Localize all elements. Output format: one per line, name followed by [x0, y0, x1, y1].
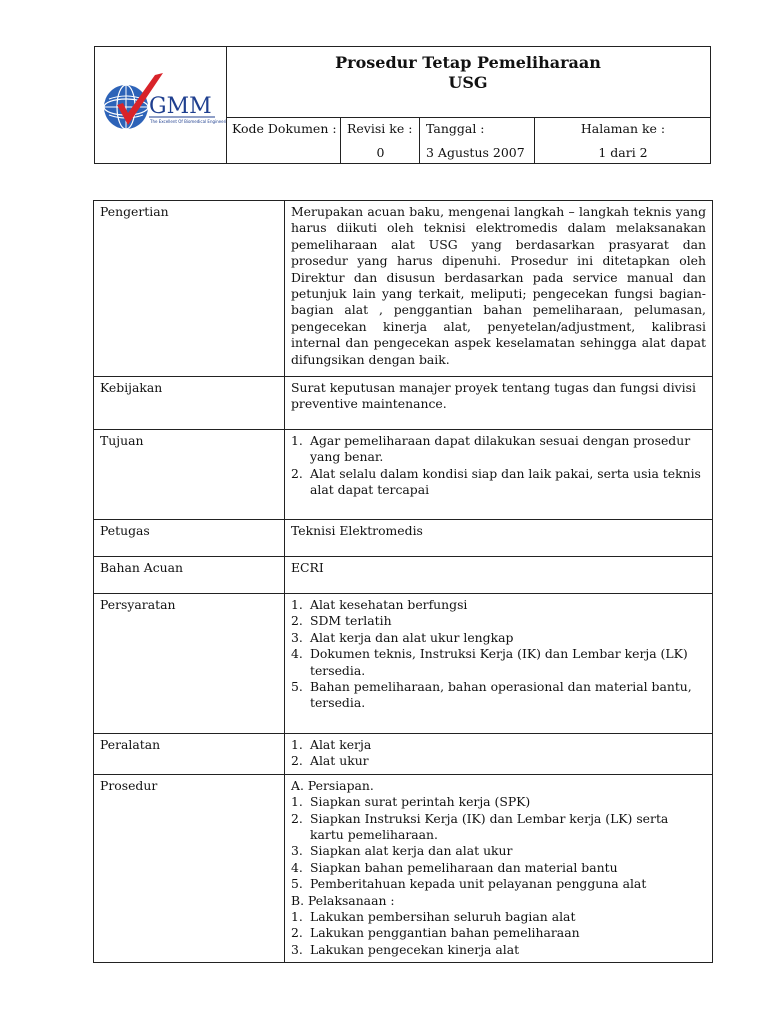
document-subtitle: USG — [448, 73, 488, 92]
persyaratan-list — [291, 597, 706, 712]
persiapan-list — [291, 794, 706, 892]
kode-dokumen-cell — [226, 117, 341, 163]
list-item: 5. Pemberitahuan kepada unit pelayanan pengguna alat — [291, 876, 647, 892]
section-b-heading: B. Pelaksanaan : — [291, 892, 395, 908]
document-header — [94, 46, 711, 164]
row-persyaratan — [94, 594, 713, 734]
persyaratan-cell — [285, 594, 713, 734]
row-prosedur — [94, 774, 713, 962]
logo-cell — [95, 47, 227, 163]
petugas-text: Teknisi Elektromedis — [285, 520, 713, 557]
tanggal-label: Tanggal : — [426, 121, 485, 136]
row-label: Tujuan — [94, 430, 285, 520]
row-label: Pengertian — [94, 201, 285, 377]
document-title: Prosedur Tetap Pemeliharaan — [335, 53, 601, 72]
row-label: Peralatan — [94, 734, 285, 775]
list-item: 3. Siapkan alat kerja dan alat ukur — [291, 843, 513, 859]
section-a-heading: A. Persiapan. — [291, 777, 374, 793]
row-pengertian — [94, 201, 713, 377]
row-label: Kebijakan — [94, 377, 285, 430]
tanggal-cell — [420, 117, 535, 163]
row-bahan-acuan — [94, 557, 713, 594]
revisi-value: 0 — [376, 145, 385, 160]
procedure-table — [93, 200, 713, 963]
halaman-cell — [535, 117, 711, 163]
list-item: 3. Alat kerja dan alat ukur lengkap — [291, 629, 514, 645]
revisi-label: Revisi ke : — [347, 121, 413, 136]
row-tujuan — [94, 430, 713, 520]
list-item: 1. Siapkan surat perintah kerja (SPK) — [291, 794, 531, 810]
halaman-value: 1 dari 2 — [598, 145, 648, 160]
list-item: 2. Siapkan Instruksi Kerja (IK) dan Lembar kerja (LK) serta kartu pemeliharaan. — [291, 810, 669, 843]
peralatan-cell — [285, 734, 713, 775]
row-label: Prosedur — [94, 774, 285, 962]
halaman-label: Halaman ke : — [580, 121, 666, 136]
gmm-logo — [95, 47, 226, 163]
tanggal-value: 3 Agustus 2007 — [426, 145, 525, 160]
list-item: 2. Alat ukur — [291, 753, 369, 769]
tujuan-cell — [285, 430, 713, 520]
list-item: 4. Siapkan bahan pemeliharaan dan material bantu — [291, 859, 618, 875]
row-kebijakan — [94, 377, 713, 430]
row-petugas — [94, 520, 713, 557]
pengertian-text: Merupakan acuan baku, mengenai langkah – langkah teknis yang harus diikuti oleh teknisi elektromedis dalam melaksanakan pemeliharaan alat USG yang berdasarkan prasyarat dan prosedur yang harus dipenuhi. Prosedur ini ditetapkan oleh Direktur dan disusun berdasarkan pada service manual dan petunjuk lain yang terkait, meliputi; pengecekan fungsi bagian-bagian alat , penggantian bahan pemeliharaan, pelumasan, pengecekan kinerja alat, penyetelan/adjustment, kalibrasi internal dan pengecekan aspek keselamatan sehingga alat dapat difungsikan dengan baik. — [285, 201, 713, 377]
prosedur-cell — [285, 774, 713, 962]
list-item: 1. Lakukan pembersihan seluruh bagian alat — [291, 909, 576, 925]
logo-text: GMM — [149, 94, 212, 119]
revisi-cell — [341, 117, 420, 163]
list-item: 2. Alat selalu dalam kondisi siap dan laik pakai, serta usia teknis alat dapat tercapai — [291, 465, 701, 498]
kode-dokumen-label: Kode Dokumen : — [232, 121, 337, 136]
bahan-acuan-text: ECRI — [285, 557, 713, 594]
row-label: Petugas — [94, 520, 285, 557]
kebijakan-text: Surat keputusan manajer proyek tentang tugas dan fungsi divisi preventive maintenance. — [285, 377, 713, 430]
list-item: 1. Alat kerja — [291, 737, 372, 752]
title-cell — [226, 47, 710, 118]
list-item: 5. Bahan pemeliharaan, bahan operasional dan material bantu, tersedia. — [291, 679, 692, 711]
list-item: 2. Lakukan penggantian bahan pemeliharaan — [291, 925, 580, 941]
tujuan-list — [291, 433, 706, 499]
meta-row — [226, 117, 710, 163]
pelaksanaan-list — [291, 909, 706, 958]
list-item: 3. Lakukan pengecekan kinerja alat — [291, 941, 520, 957]
list-item: 4. Dokumen teknis, Instruksi Kerja (IK) dan Lembar kerja (LK) tersedia. — [291, 646, 688, 678]
row-label: Persyaratan — [94, 594, 285, 734]
row-label: Bahan Acuan — [94, 557, 285, 594]
list-item: 2. SDM terlatih — [291, 613, 392, 629]
peralatan-list — [291, 737, 706, 770]
row-peralatan — [94, 734, 713, 775]
logo-tagline: The Excellent Of Biomedical Engineering — [150, 119, 226, 124]
list-item: 1. Agar pemeliharaan dapat dilakukan sesuai dengan prosedur yang benar. — [291, 433, 691, 465]
list-item: 1. Alat kesehatan berfungsi — [291, 597, 468, 612]
